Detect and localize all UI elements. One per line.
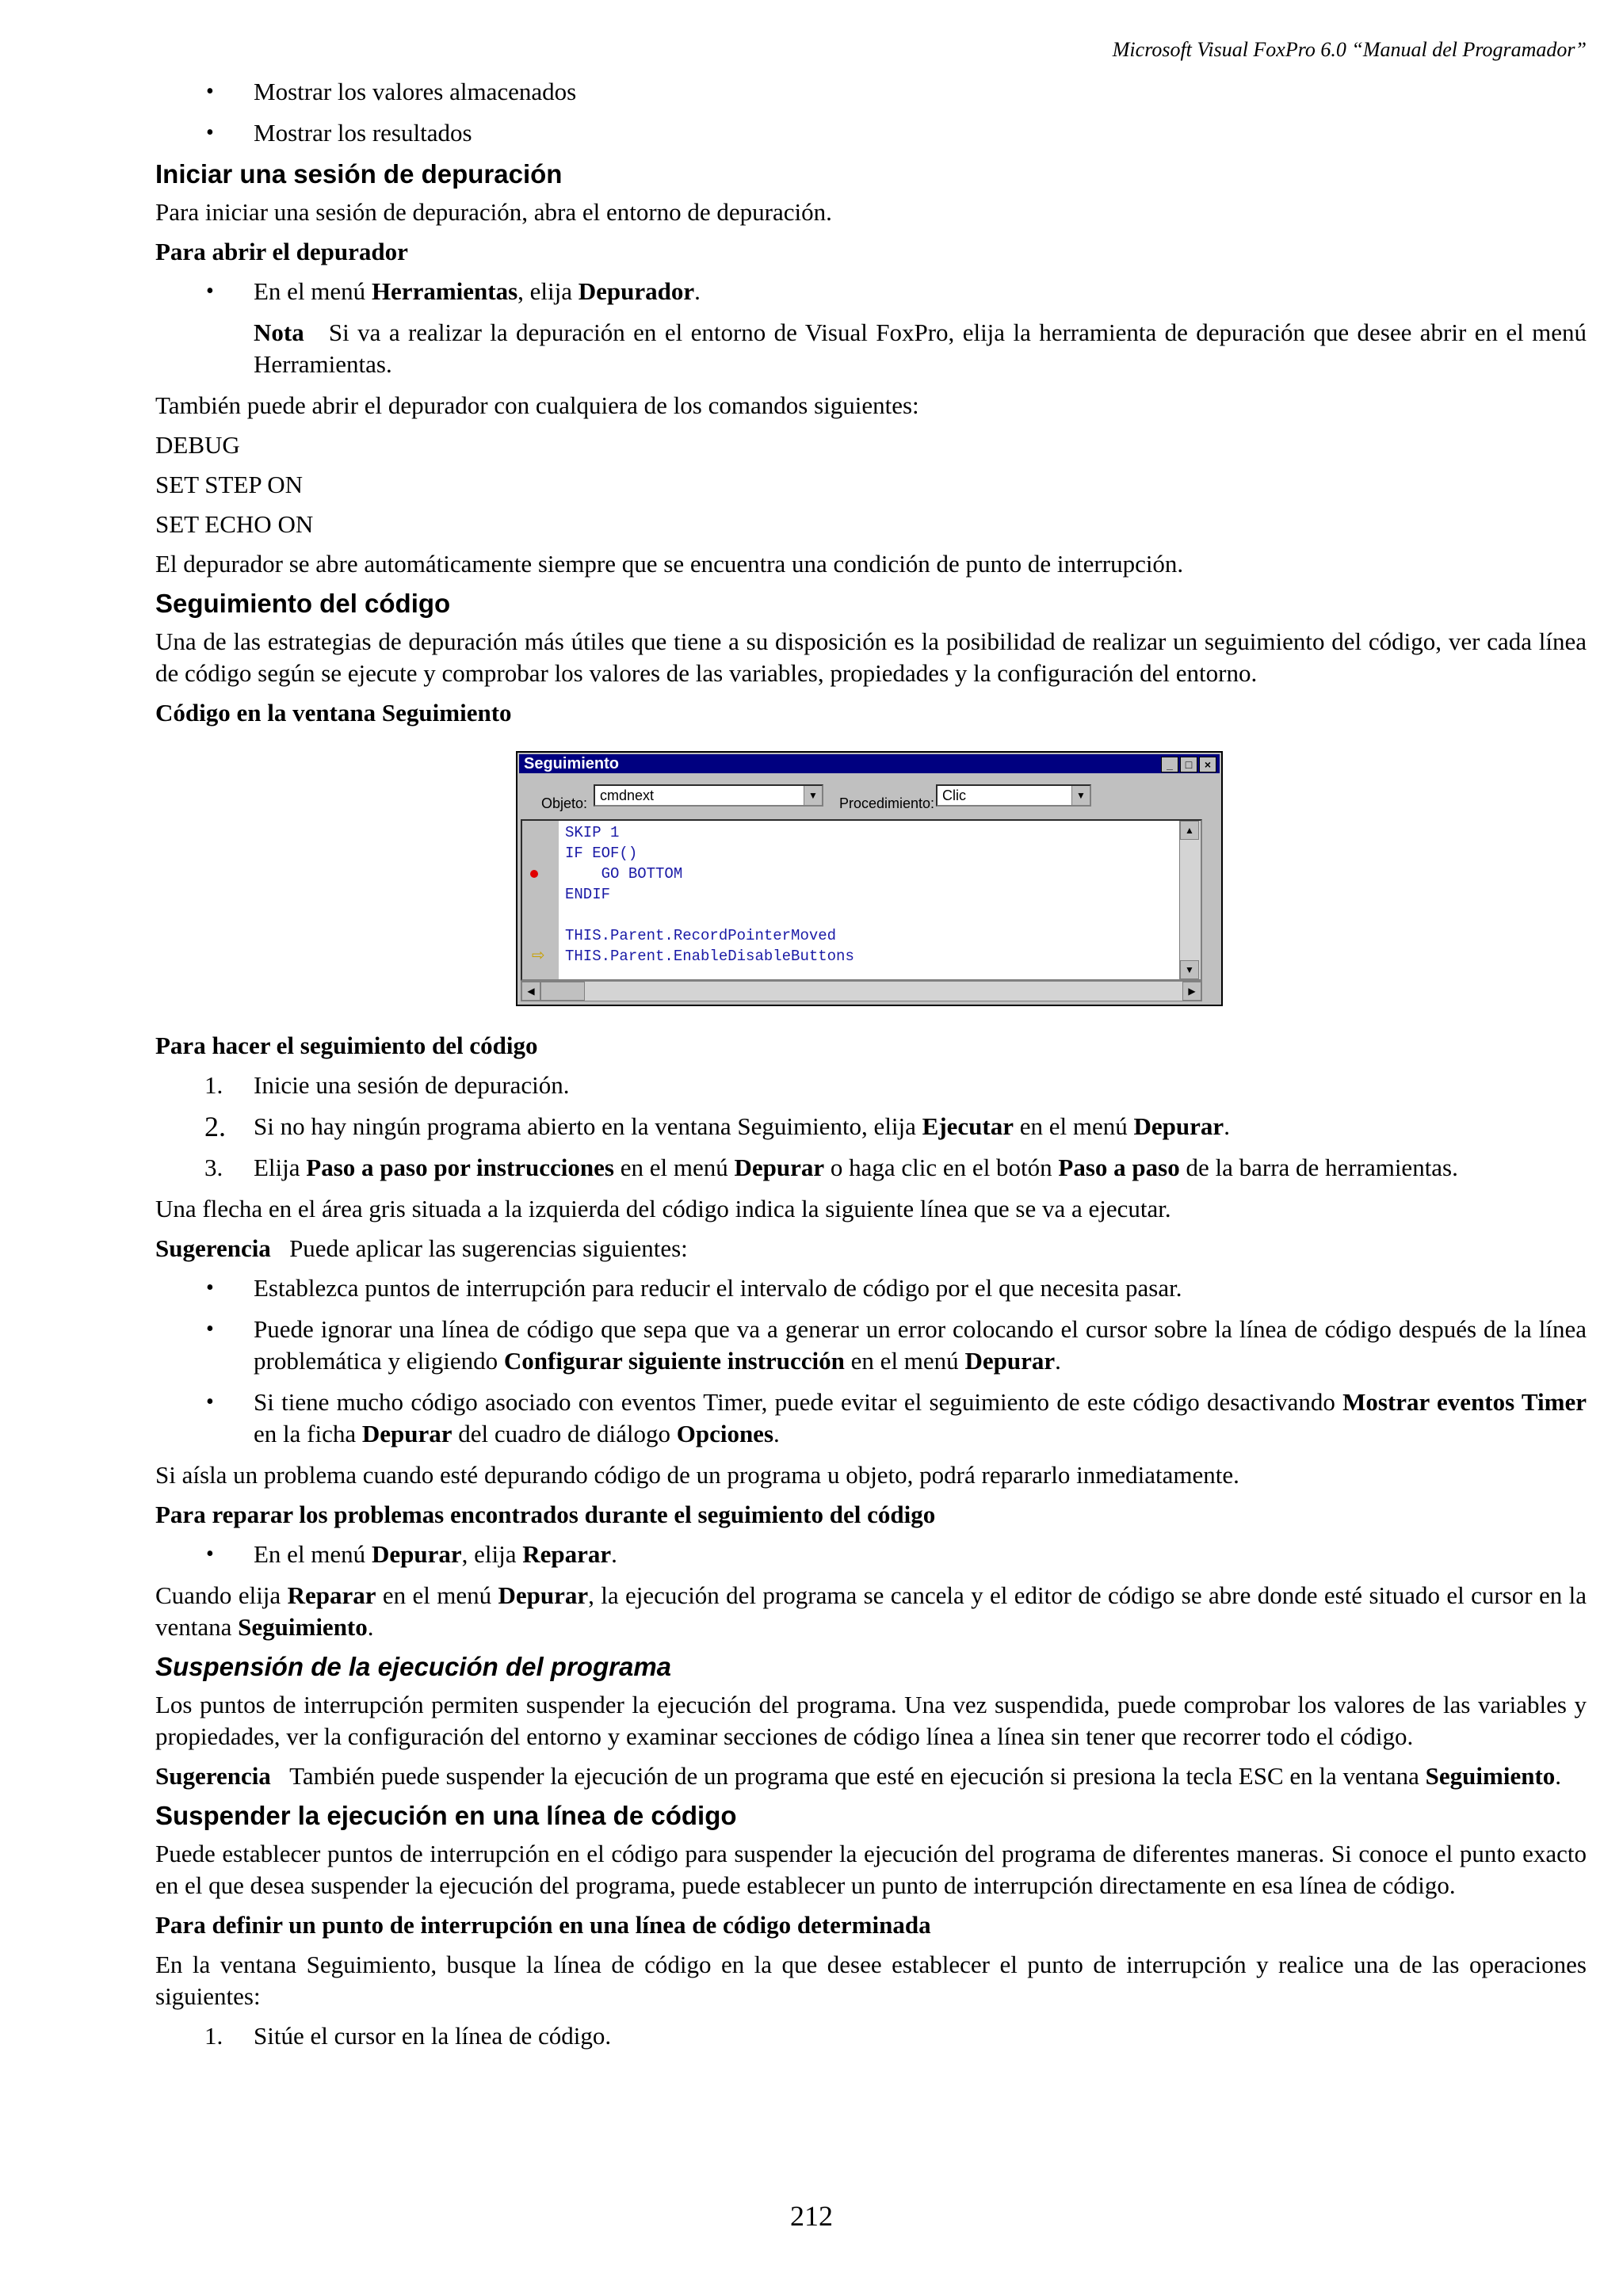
object-select[interactable]: cmdnext ▼ bbox=[594, 784, 823, 807]
scroll-left-icon[interactable]: ◀ bbox=[521, 982, 540, 1001]
list-item: • En el menú Herramientas, elija Depurador. bbox=[155, 276, 1587, 307]
list-item: 1. Sitúe el cursor en la línea de código. bbox=[155, 2020, 1587, 2052]
procedure-heading: Para abrir el depurador bbox=[155, 238, 408, 265]
list-number: 1. bbox=[204, 2022, 223, 2050]
object-label: Objeto: bbox=[541, 795, 588, 811]
scroll-up-icon[interactable]: ▲ bbox=[1180, 821, 1199, 840]
procedure-label: Procedimiento: bbox=[839, 795, 935, 811]
tip: Sugerencia También puede suspender la ejecución de un programa que esté en ejecución si presiona la tecla ESC en la ventana Seguimiento. bbox=[155, 1762, 1562, 1790]
list-number: 3. bbox=[204, 1154, 223, 1181]
procedure-heading: Para definir un punto de interrupción en una línea de código determinada bbox=[155, 1911, 931, 1939]
list-item: • Mostrar los resultados bbox=[155, 117, 1587, 149]
window-titlebar: Seguimiento _ □ × bbox=[519, 754, 1220, 773]
bullet-icon: • bbox=[206, 1542, 214, 1566]
command-line: SET STEP ON bbox=[155, 471, 304, 498]
list-item: • Mostrar los valores almacenados bbox=[155, 76, 1587, 108]
section-heading: Suspensión de la ejecución del programa bbox=[155, 1652, 672, 1681]
horizontal-scrollbar[interactable] bbox=[521, 981, 1202, 1001]
paragraph: El depurador se abre automáticamente siempre que se encuentra una condición de punto de interrupción. bbox=[155, 550, 1184, 578]
paragraph: Si aísla un problema cuando esté depurando código de un programa u objeto, podrá repararlo inmediatamente. bbox=[155, 1461, 1239, 1489]
bullet-icon: • bbox=[206, 79, 214, 104]
list-item: 3. Elija Paso a paso por instrucciones en el menú Depurar o haga clic en el botón Paso a paso de la barra de herramientas. bbox=[155, 1152, 1587, 1184]
paragraph: Una de las estrategias de depuración más útiles que tiene a su disposición es la posibilidad de realizar un seguimiento del código, ver cada línea de código según se ejecute y comprobar los valores de las variables, propiedades y la configuración del entorno. bbox=[155, 627, 1587, 687]
scroll-thumb[interactable] bbox=[540, 982, 585, 1001]
close-icon[interactable]: × bbox=[1199, 757, 1216, 772]
code-line: THIS.Parent.RecordPointerMoved bbox=[565, 927, 837, 944]
list-item: • Puede ignorar una línea de código que sepa que va a generar un error colocando el cursor sobre la línea de código después de la línea problemática y eligiendo Configurar siguiente instrucción en el menú Depurar. bbox=[206, 1315, 1587, 1375]
bullet-icon: • bbox=[206, 120, 214, 145]
breakpoint-icon bbox=[530, 870, 538, 878]
procedure-select[interactable]: Clic ▼ bbox=[936, 784, 1091, 807]
maximize-icon[interactable]: □ bbox=[1180, 757, 1197, 772]
note: Nota Si va a realizar la depuración en el entorno de Visual FoxPro, elija la herramienta de depuración que desee abrir en el menú Herramientas. bbox=[254, 318, 1587, 378]
page-content bbox=[155, 76, 1587, 2061]
chevron-down-icon[interactable]: ▼ bbox=[1071, 786, 1090, 805]
code-line: THIS.Parent.EnableDisableButtons bbox=[565, 948, 854, 965]
page-number: 212 bbox=[790, 2200, 833, 2232]
list-item: • Si tiene mucho código asociado con eventos Timer, puede evitar el seguimiento de este código desactivando Mostrar eventos Timer en la ficha Depurar del cuadro de diálogo Opciones. bbox=[206, 1388, 1587, 1447]
section-heading: Seguimiento del código bbox=[155, 589, 451, 618]
section-heading: Suspender la ejecución en una línea de código bbox=[155, 1801, 737, 1830]
paragraph: También puede abrir el depurador con cualquiera de los comandos siguientes: bbox=[155, 391, 919, 419]
code-line: SKIP 1 bbox=[565, 824, 620, 841]
bullet-icon: • bbox=[206, 1317, 214, 1341]
minimize-icon[interactable]: _ bbox=[1161, 757, 1178, 772]
list-number: 1. bbox=[204, 1071, 223, 1099]
procedure-heading: Para reparar los problemas encontrados durante el seguimiento del código bbox=[155, 1501, 936, 1528]
list-item: • En el menú Depurar, elija Reparar. bbox=[155, 1539, 1587, 1570]
command-line: SET ECHO ON bbox=[155, 510, 314, 538]
list-item: 1. Inicie una sesión de depuración. bbox=[155, 1070, 1587, 1101]
current-line-arrow-icon: ⇨ bbox=[532, 947, 545, 964]
procedure-heading: Para hacer el seguimiento del código bbox=[155, 1032, 538, 1059]
trace-window-screenshot bbox=[516, 751, 1223, 1006]
paragraph: Una flecha en el área gris situada a la izquierda del código indica la siguiente línea que se va a ejecutar. bbox=[155, 1195, 1171, 1222]
bullet-icon: • bbox=[206, 1390, 214, 1414]
code-line: ENDIF bbox=[565, 886, 611, 903]
bullet-icon: • bbox=[206, 279, 214, 303]
list-item: 2. Si no hay ningún programa abierto en la ventana Seguimiento, elija Ejecutar en el menú Depurar. bbox=[204, 1111, 1230, 1142]
code-line: IF EOF() bbox=[565, 845, 638, 862]
code-gutter[interactable] bbox=[522, 821, 559, 979]
page-header: Microsoft Visual FoxPro 6.0 “Manual del Programador” bbox=[1112, 38, 1587, 61]
paragraph: Cuando elija Reparar en el menú Depurar, la ejecución del programa se cancela y el editor de código se abre donde esté situado el cursor en la ventana Seguimiento. bbox=[155, 1581, 1587, 1641]
bullet-icon: • bbox=[206, 1276, 214, 1300]
tip: Sugerencia Puede aplicar las sugerencias siguientes: bbox=[155, 1234, 688, 1262]
paragraph: En la ventana Seguimiento, busque la línea de código en la que desee establecer el punto de interrupción y realice una de las operaciones siguientes: bbox=[155, 1951, 1587, 2010]
vertical-scrollbar[interactable] bbox=[1179, 821, 1201, 979]
paragraph: Los puntos de interrupción permiten suspender la ejecución del programa. Una vez suspendida, puede comprobar los valores de las variables y propiedades, ver la configuración del entorno y examinar secciones de código línea a línea sin tener que recorrer todo el código. bbox=[155, 1691, 1587, 1750]
scroll-right-icon[interactable]: ▶ bbox=[1182, 982, 1201, 1001]
section-heading: Iniciar una sesión de depuración bbox=[155, 159, 563, 189]
chevron-down-icon[interactable]: ▼ bbox=[804, 786, 822, 805]
paragraph: Puede establecer puntos de interrupción en el código para suspender la ejecución del programa de diferentes maneras. Si conoce el punto exacto en el que desea suspender la ejecución del programa, puede establecer un punto de interrupción directamente en esa línea de código. bbox=[155, 1840, 1587, 1899]
list-number: 2. bbox=[204, 1111, 226, 1142]
scroll-down-icon[interactable]: ▼ bbox=[1180, 960, 1199, 979]
command-line: DEBUG bbox=[155, 431, 240, 459]
figure-caption: Código en la ventana Seguimiento bbox=[155, 699, 512, 727]
code-line: GO BOTTOM bbox=[565, 865, 683, 883]
list-item: • Establezca puntos de interrupción para reducir el intervalo de código por el que necesita pasar. bbox=[155, 1272, 1587, 1304]
code-editor[interactable] bbox=[521, 819, 1202, 981]
paragraph: Para iniciar una sesión de depuración, abra el entorno de depuración. bbox=[155, 198, 832, 226]
